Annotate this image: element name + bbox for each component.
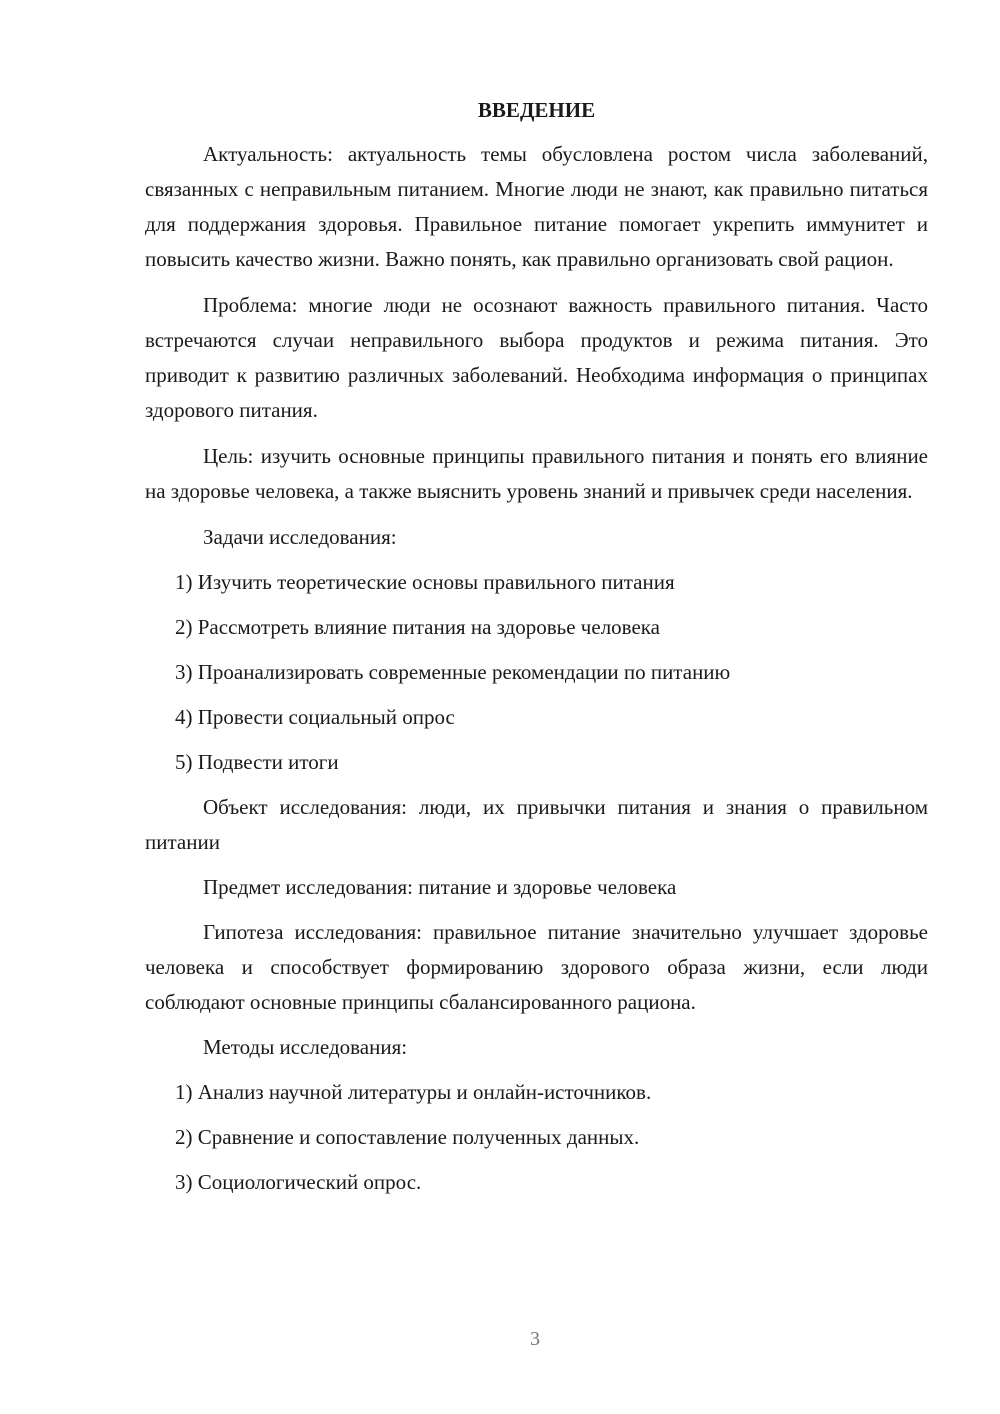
relevance-paragraph: Актуальность: актуальность темы обусловлена ростом числа заболеваний, связанных с неправильным питанием. Многие люди не знают, как правильно питаться для поддержания здоровья. Правильное питание помогает укрепить иммунитет и повысить качество жизни. Важно понять, как правильно организовать свой рацион. xyxy=(145,142,928,271)
list-item: 1) Анализ научной литературы и онлайн-источников. xyxy=(175,1080,652,1104)
list-item: 4) Провести социальный опрос xyxy=(175,705,455,729)
list-item: 1) Изучить теоретические основы правильного питания xyxy=(175,570,675,594)
methods-list xyxy=(145,1075,928,1200)
goal-paragraph: Цель: изучить основные принципы правильного питания и понять его влияние на здоровье человека, а также выяснить уровень знаний и привычек среди населения. xyxy=(145,444,928,503)
methods-heading: Методы исследования: xyxy=(203,1035,408,1059)
list-item: 3) Социологический опрос. xyxy=(175,1170,422,1194)
problem-paragraph: Проблема: многие люди не осознают важность правильного питания. Часто встречаются случаи неправильного выбора продуктов и режима питания. Это приводит к развитию различных заболеваний. Необходима информация о принципах здорового питания. xyxy=(145,293,928,422)
list-item: 2) Рассмотреть влияние питания на здоровье человека xyxy=(175,615,660,639)
list-item: 2) Сравнение и сопоставление полученных данных. xyxy=(175,1125,640,1149)
hypothesis-paragraph: Гипотеза исследования: правильное питание значительно улучшает здоровье человека и способствует формированию здорового образа жизни, если люди соблюдают основные принципы сбалансированного рациона. xyxy=(145,920,928,1014)
tasks-list xyxy=(145,565,928,780)
list-item: 3) Проанализировать современные рекомендации по питанию xyxy=(175,660,731,684)
list-item: 5) Подвести итоги xyxy=(175,750,339,774)
document-page xyxy=(145,93,928,1210)
tasks-heading: Задачи исследования: xyxy=(203,525,397,549)
page-title: ВВЕДЕНИЕ xyxy=(477,98,596,122)
subject-paragraph: Предмет исследования: питание и здоровье человека xyxy=(203,875,677,899)
page-number: 3 xyxy=(530,1328,540,1350)
object-paragraph: Объект исследования: люди, их привычки питания и знания о правильном питании xyxy=(145,795,928,854)
